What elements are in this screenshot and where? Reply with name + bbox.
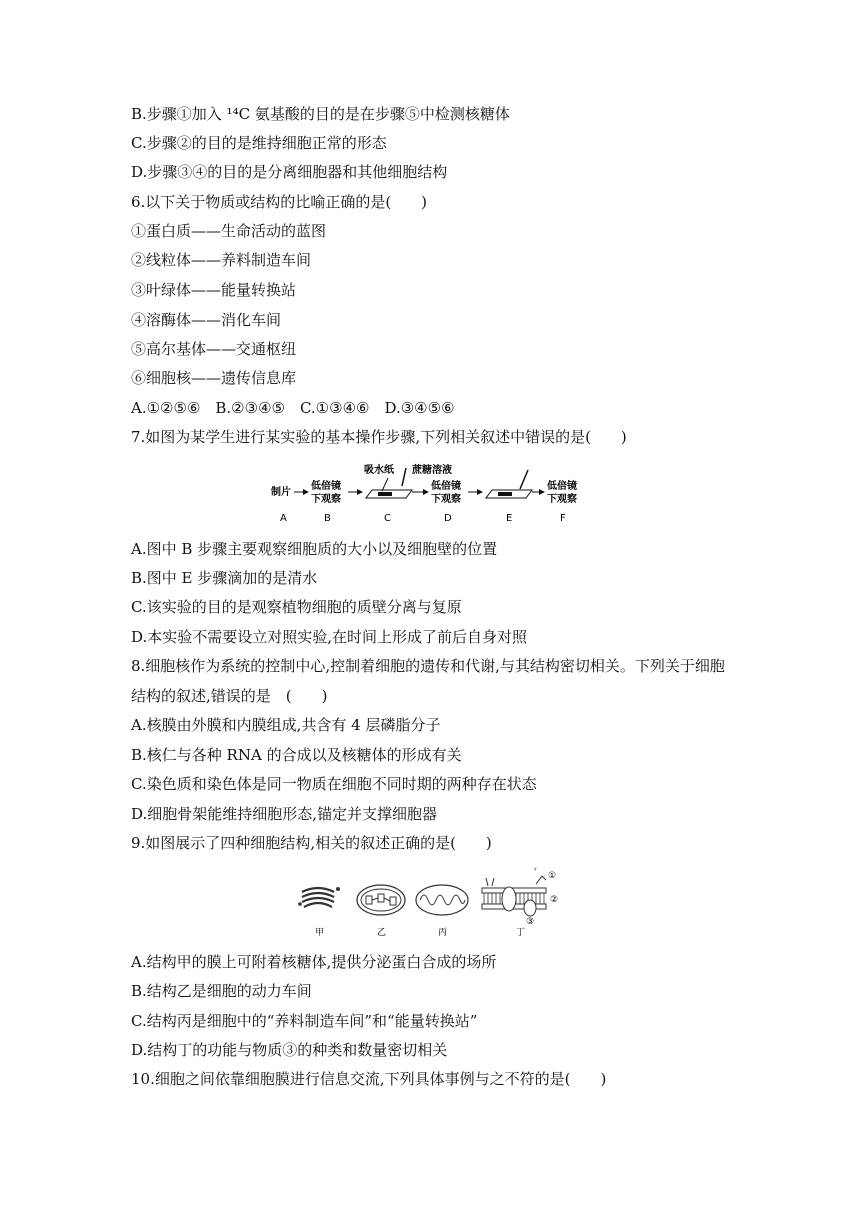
text-line: B.结构乙是细胞的动力车间 [131,982,312,1000]
step-label: 低倍镜 [431,481,461,492]
structure-label: 甲 [315,928,325,938]
golgi-icon [298,887,340,907]
cell-membrane-icon [482,876,546,916]
structure-label: 丙 [438,928,448,938]
cell-structures-figure [296,864,566,940]
question-6-stem: 6.以下关于物质或结构的比喻正确的是( ) [131,193,428,211]
question-7-stem: 7.如图为某学生进行某实验的基本操作步骤,下列相关叙述中错误的是( ) [131,428,627,446]
slide-c-icon [366,478,412,498]
step-label: 低倍镜 [547,481,577,492]
text-line: ⑥细胞核——遗传信息库 [131,369,297,387]
step-label: 低倍镜 [311,481,341,492]
text-line: D.本实验不需要设立对照实验,在时间上形成了前后自身对照 [131,628,528,646]
text-line: B.步骤①加入 ¹⁴C 氨基酸的目的是在步骤⑤中检测核糖体 [131,105,510,123]
step-letter: C [384,513,391,524]
step-letter: D [444,513,452,524]
marker-label: ʸ [534,866,537,874]
mitochondrion-icon [416,885,468,915]
question-9-stem: 9.如图展示了四种细胞结构,相关的叙述正确的是( ) [131,834,492,852]
question-8-stem-cont: 结构的叙述,错误的是 ( ) [131,687,328,705]
reagent-label: 吸水纸 [364,465,394,476]
marker-label: ③ [526,917,535,927]
question-10-stem: 10.细胞之间依靠细胞膜进行信息交流,下列具体事例与之不符的是( ) [131,1070,607,1088]
text-line: ④溶酶体——消化车间 [131,311,282,329]
step-label: 下观察 [547,494,577,505]
reagent-label: 蔗糖溶液 [412,465,452,476]
text-line: B.图中 E 步骤滴加的是清水 [131,569,318,587]
slide-e-icon [486,470,532,498]
text-line: A.图中 B 步骤主要观察细胞质的大小以及细胞壁的位置 [131,540,498,558]
question-6-options: A.①②⑤⑥ B.②③④⑤ C.①③④⑥ D.③④⑤⑥ [131,399,455,417]
text-line: C.该实验的目的是观察植物细胞的质壁分离与复原 [131,598,462,616]
text-line: A.核膜由外膜和内膜组成,共含有 4 层磷脂分子 [131,716,441,734]
text-line: D.细胞骨架能维持细胞形态,锚定并支撑细胞器 [131,805,438,823]
text-line: ⑤高尔基体——交通枢纽 [131,340,297,358]
text-line: ①蛋白质——生命活动的蓝图 [131,222,327,240]
text-line: D.结构丁的功能与物质③的种类和数量密切相关 [131,1041,448,1059]
step-label: 制片 [271,487,291,498]
experiment-steps-figure [270,462,590,528]
step-label: 下观察 [431,494,461,505]
step-letter: F [560,513,566,524]
text-line: C.结构丙是细胞中的“养料制造车间”和“能量转换站” [131,1012,478,1030]
step-letter: E [506,513,513,524]
structure-label: 丁 [516,928,526,938]
text-line: ③叶绿体——能量转换站 [131,281,297,299]
structure-label: 乙 [377,928,387,938]
text-line: C.步骤②的目的是维持细胞正常的形态 [131,134,387,152]
step-letter: A [280,513,287,524]
text-line: B.核仁与各种 RNA 的合成以及核糖体的形成有关 [131,746,462,764]
text-line: A.结构甲的膜上可附着核糖体,提供分泌蛋白合成的场所 [131,953,497,971]
text-line: ②线粒体——养料制造车间 [131,251,312,269]
step-letter: B [324,513,331,524]
marker-label: ② [550,895,559,905]
text-line: C.染色质和染色体是同一物质在细胞不同时期的两种存在状态 [131,775,537,793]
marker-label: ① [548,871,557,881]
text-line: D.步骤③④的目的是分离细胞器和其他细胞结构 [131,163,448,181]
chloroplast-icon [357,885,405,915]
step-label: 下观察 [311,494,341,505]
question-8-stem: 8.细胞核作为系统的控制中心,控制着细胞的遗传和代谢,与其结构密切相关。下列关于细胞 [131,657,725,675]
